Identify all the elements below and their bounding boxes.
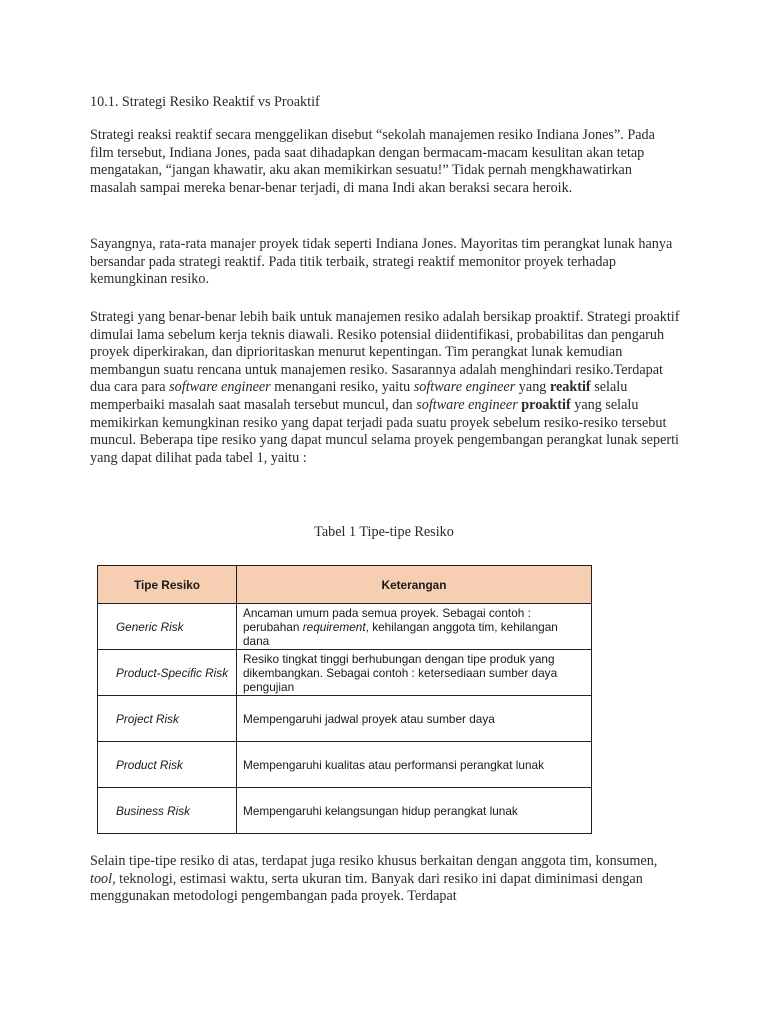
bold-run: proaktif xyxy=(521,396,571,413)
text-run: menangani resiko, yaitu xyxy=(270,379,414,396)
table-caption: Tabel 1 Tipe-tipe Resiko xyxy=(314,524,454,540)
risk-type-cell: Business Risk xyxy=(98,788,237,834)
italic-run: requirement xyxy=(302,619,366,634)
risk-description-cell xyxy=(237,604,592,650)
table-row xyxy=(98,650,592,696)
risk-type-cell: Project Risk xyxy=(98,696,237,742)
risk-types-table xyxy=(97,565,592,834)
table-row xyxy=(98,696,592,742)
text-run: , kehilangan anggota tim, kehilangan dana xyxy=(243,619,558,648)
italic-run: software engineer xyxy=(416,396,518,413)
italic-run: software engineer xyxy=(413,379,516,396)
header-keterangan: Keterangan xyxy=(237,566,592,604)
text-run: yang selalu memikirkan kemungkinan resiko yang dapat terjadi pada suatu proyek sebelum resiko-resiko tersebut muncul. Beberapa tipe resiko yang dapat muncul selama proyek pengembangan perangkat lunak seperti yang dapat dilihat pada tabel 1, yaitu : xyxy=(90,396,679,466)
paragraph-project-managers: Sayangnya, rata-rata manajer proyek tidak seperti Indiana Jones. Mayoritas tim perangkat lunak hanya bersandar pada strategi reaktif. Pada titik terbaik, strategi reaktif memonitor proyek terhadap kemungkinan resiko. xyxy=(90,236,673,288)
table-header-row xyxy=(98,566,592,604)
italic-run: software engineer xyxy=(169,379,271,396)
risk-description-cell: Mempengaruhi kualitas atau performansi perangkat lunak xyxy=(237,742,592,788)
paragraph-reactive-strategy: Strategi reaksi reaktif secara menggelikan disebut “sekolah manajemen resiko Indiana Jones”. Pada film tersebut, Indiana Jones, pada saat dihadapkan dengan bermacam-macam kesulitan akan tetap mengatakan, “jangan khawatir, aku akan memikirkan sesuatu!” Tidak pernah mengkhawatirkan masalah sampai mereka benar-benar terjadi, di mana Indi akan beraksi secara heroik. xyxy=(90,127,655,196)
paragraph-proactive-strategy xyxy=(90,309,680,467)
table-row xyxy=(98,788,592,834)
text-run: Ancaman umum pada semua proyek. Sebagai contoh : perubahan xyxy=(243,605,531,634)
text-run: yang xyxy=(515,379,550,396)
table-row xyxy=(98,742,592,788)
risk-type-cell: Product Risk xyxy=(98,742,237,788)
italic-run: tool xyxy=(90,870,113,887)
text-run: Strategi yang benar-benar lebih baik untuk manajemen resiko adalah bersikap proaktif. Strategi proaktif dimulai lama sebelum kerja teknis diawali. Resiko potensial diidentifikasi, probabilitas dan pengaruh proyek diperkirakan, dan diprioritaskan menurut kepentingan. Tim perangkat lunak kemudian membangun suatu rencana untuk manajemen resiko. Sasarannya adalah menghindari resiko.Terdapat dua cara para xyxy=(90,309,680,396)
text-run: Selain tipe-tipe resiko di atas, terdapat juga resiko khusus berkaitan dengan anggota tim, konsumen, xyxy=(90,853,658,869)
paragraph-special-risks xyxy=(90,853,680,906)
header-tipe-resiko: Tipe Resiko xyxy=(98,566,237,604)
text-run: selalu memperbaiki masalah saat masalah tersebut muncul, dan xyxy=(90,379,628,413)
risk-description-cell: Resiko tingkat tinggi berhubungan dengan tipe produk yang dikembangkan. Sebagai contoh : ketersediaan sumber daya pengujian xyxy=(237,650,592,696)
risk-type-cell: Generic Risk xyxy=(98,604,237,650)
table-row xyxy=(98,604,592,650)
risk-description-cell: Mempengaruhi kelangsungan hidup perangkat lunak xyxy=(237,788,592,834)
section-heading: 10.1. Strategi Resiko Reaktif vs Proaktif xyxy=(90,94,320,110)
risk-description-cell: Mempengaruhi jadwal proyek atau sumber daya xyxy=(237,696,592,742)
text-run: , teknologi, estimasi waktu, serta ukuran tim. Banyak dari resiko ini dapat diminimasi dengan menggunakan metodologi pengembangan pada proyek. Terdapat xyxy=(90,870,643,905)
bold-run: reaktif xyxy=(549,379,591,396)
risk-type-cell: Product-Specific Risk xyxy=(98,650,237,696)
